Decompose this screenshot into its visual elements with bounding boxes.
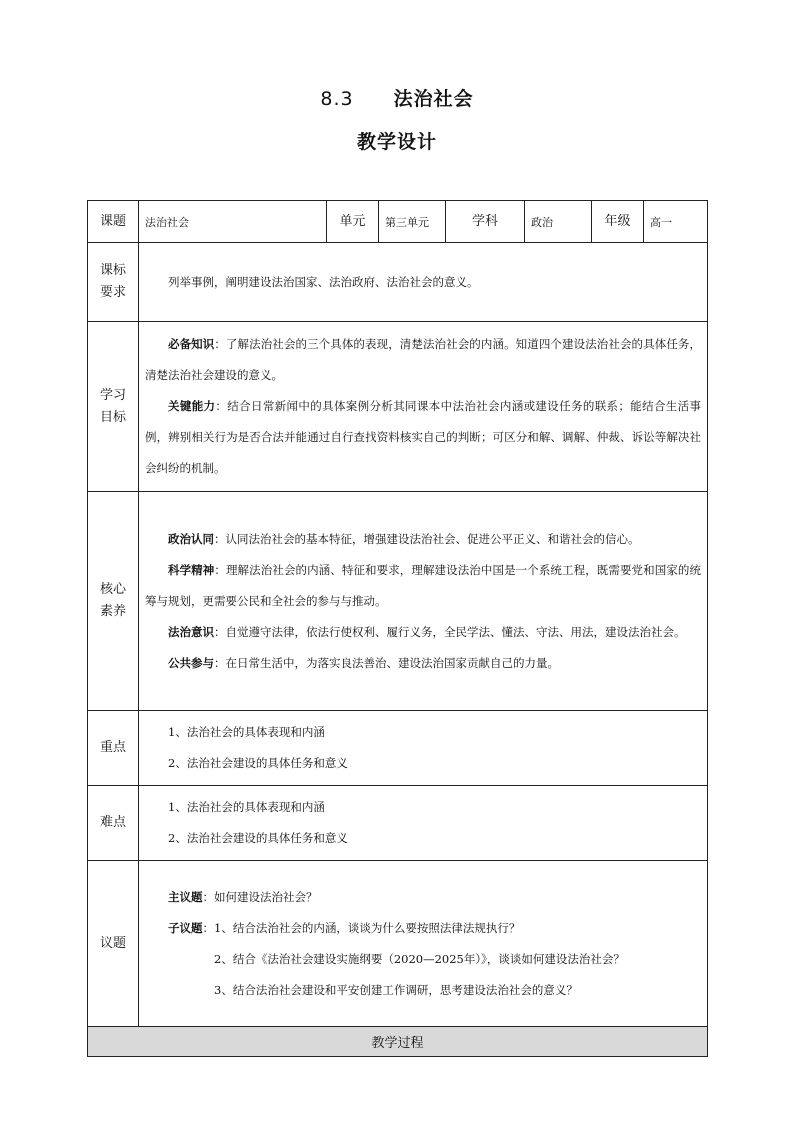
grade-label: 年级 [592, 201, 644, 243]
main-issue-title: 主议题 [168, 889, 203, 904]
difficult-points-content [139, 786, 708, 861]
literacy-label [88, 492, 139, 711]
sub-issue-1 [145, 913, 701, 944]
issues-content [139, 861, 708, 1027]
difficult-points-row [88, 786, 708, 861]
literacy-row [88, 492, 708, 711]
main-issue [145, 882, 701, 913]
key-points-row [88, 711, 708, 786]
subject-value: 政治 [525, 201, 592, 243]
literacy-label-line2: 素养 [99, 604, 126, 619]
standard-label [88, 243, 139, 322]
lesson-plan-table [87, 200, 708, 1057]
literacy-item [145, 617, 701, 648]
key-points-content [139, 711, 708, 786]
process-row [88, 1027, 708, 1057]
difficult-points-label: 难点 [88, 786, 139, 861]
knowledge-title: 必备知识 [168, 337, 215, 351]
objectives-label [88, 322, 139, 492]
literacy-item-text: ：在日常生活中，为落实良法善治、建设法治国家贡献自己的力量。 [214, 655, 559, 670]
ability-paragraph [145, 391, 701, 484]
literacy-item-title: 政治认同 [168, 531, 214, 546]
main-issue-text: ：如何建设法治社会？ [202, 889, 318, 904]
standard-row [88, 243, 708, 322]
section-number: 8.3 [320, 88, 354, 110]
difficult-point-item: 1、法治社会的具体表现和内涵 [168, 800, 325, 814]
sub-issue-2: 2、结合《法治社会建设实施纲要（2020—2025年）》，谈谈如何建设法治社会？ [214, 951, 625, 966]
document-subtitle: 教学设计 [356, 131, 437, 153]
teaching-process-header: 教学过程 [88, 1027, 708, 1057]
literacy-item [145, 555, 701, 617]
standard-content [139, 243, 708, 322]
knowledge-paragraph [145, 329, 701, 391]
literacy-item-title: 法治意识 [168, 624, 214, 639]
issues-row [88, 861, 708, 1027]
document-title [0, 84, 794, 111]
subject-label: 学科 [446, 201, 525, 243]
sub-issue-3: 3、结合法治社会建设和平安创建工作调研，思考建设法治社会的意义？ [214, 982, 578, 997]
topic-label: 课题 [88, 201, 139, 243]
lesson-title: 法治社会 [393, 88, 474, 110]
topic-value: 法治社会 [139, 201, 327, 243]
literacy-content [139, 492, 708, 711]
unit-value: 第三单元 [379, 201, 446, 243]
unit-label: 单元 [327, 201, 379, 243]
literacy-item-text: ：理解法治社会的内涵、特征和要求，理解建设法治中国是一个系统工程，既需要党和国家的统筹与规划，更需要公民和全社会的参与与推动。 [145, 562, 701, 608]
ability-text: ：结合日常新闻中的具体案例分析其同课本中法治社会内涵或建设任务的联系；能结合生活事例，辨别相关行为是否合法并能通过自行查找资料核实自己的判断；可区分和解、调解、仲裁、诉讼等解决社会纠纷的机制。 [145, 399, 702, 475]
key-point-item: 1、法治社会的具体表现和内涵 [168, 725, 325, 739]
objectives-row [88, 322, 708, 492]
issues-label: 议题 [88, 861, 139, 1027]
knowledge-text: ：了解法治社会的三个具体的表现，清楚法治社会的内涵。知道四个建设法治社会的具体任务，清楚法治社会建设的意义。 [145, 337, 701, 382]
objectives-label-line2: 目标 [99, 409, 126, 425]
standard-text: 列举事例，阐明建设法治国家、法治政府、法治社会的意义。 [168, 274, 479, 289]
literacy-label-line1: 核心 [99, 582, 126, 597]
literacy-item [145, 648, 701, 679]
sub-issue-1-text: ：1、结合法治社会的内涵，谈谈为什么要按照法律法规执行？ [202, 920, 521, 935]
sub-issue-title: 子议题 [168, 920, 203, 935]
difficult-point-item: 2、法治社会建设的具体任务和意义 [168, 831, 348, 845]
literacy-item-title: 科学精神 [168, 562, 215, 577]
info-row [88, 201, 708, 243]
key-point-item: 2、法治社会建设的具体任务和意义 [168, 756, 348, 770]
standard-label-line2: 要求 [99, 285, 126, 300]
standard-label-line1: 课标 [99, 263, 126, 278]
literacy-item-text: ：认同法治社会的基本特征，增强建设法治社会、促进公平正义、和谐社会的信心。 [214, 531, 640, 546]
grade-value: 高一 [644, 201, 708, 243]
key-points-label: 重点 [88, 711, 139, 786]
objectives-label-line1: 学习 [99, 387, 126, 403]
ability-title: 关键能力 [168, 399, 216, 413]
literacy-item-title: 公共参与 [168, 655, 214, 670]
literacy-item [145, 524, 701, 555]
objectives-content [139, 322, 708, 492]
literacy-item-text: ：自觉遵守法律，依法行使权利、履行义务，全民学法、懂法、守法、用法，建设法治社会。 [214, 624, 686, 639]
